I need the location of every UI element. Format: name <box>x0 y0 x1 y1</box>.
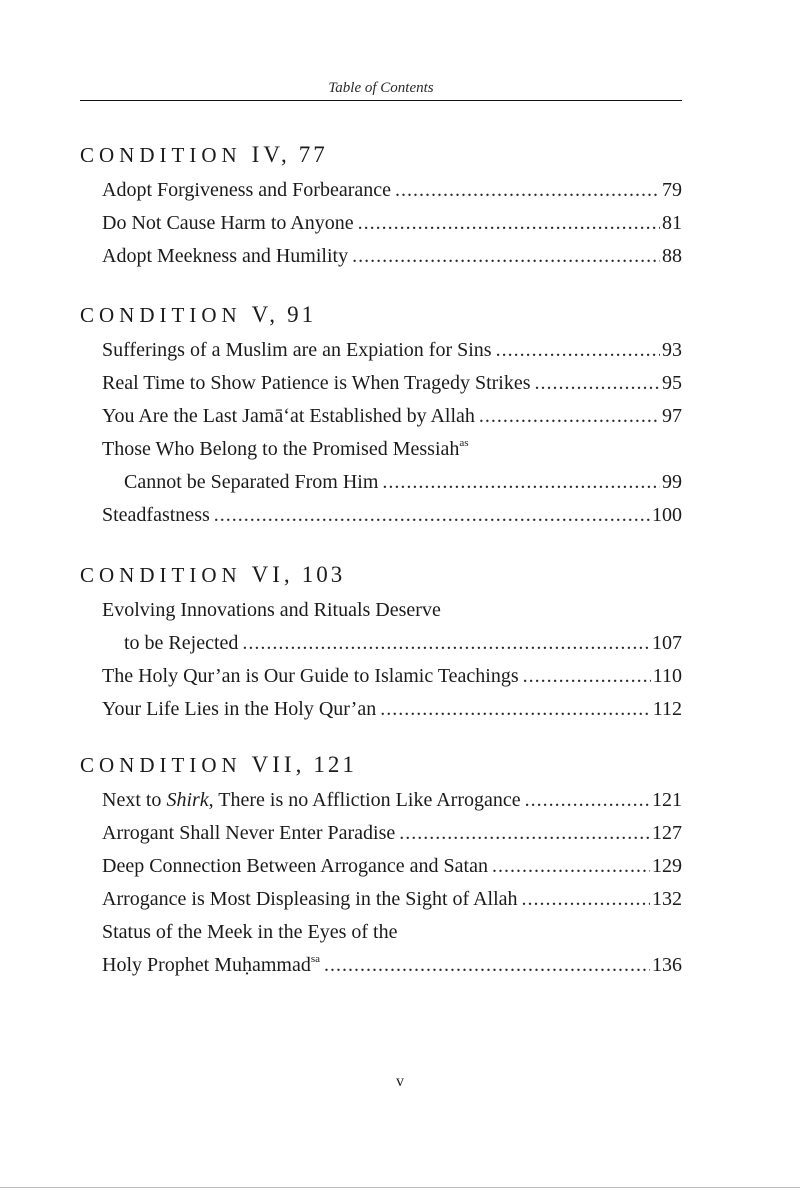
section-condition-iv <box>80 142 682 273</box>
honorific-superscript: sa <box>310 953 321 965</box>
entry-page: 129 <box>652 855 682 877</box>
entry-title-text: Holy Prophet Muḥammad <box>102 954 311 976</box>
entry-title: Cannot be Separated From Him <box>124 471 379 493</box>
entry-page: 97 <box>662 405 682 427</box>
condition-word: CONDITION <box>80 303 242 327</box>
entry-page: 110 <box>652 665 682 687</box>
toc-entry[interactable] <box>80 660 682 693</box>
condition-word: CONDITION <box>80 563 242 587</box>
entry-title-italic: Shirk <box>166 789 209 811</box>
leader-dots <box>352 240 660 273</box>
leader-dots <box>324 949 650 982</box>
entry-title: Adopt Meekness and Humility <box>102 245 349 267</box>
entry-title-post: , There is no Affliction Like Arrogance <box>208 789 521 811</box>
header-rule <box>80 100 682 101</box>
entry-page: 136 <box>652 954 682 976</box>
leader-dots <box>382 466 660 499</box>
leader-dots <box>523 660 651 693</box>
toc-entry[interactable] <box>80 693 682 726</box>
toc-entry[interactable] <box>80 334 682 367</box>
entry-page: 112 <box>652 698 682 720</box>
entry-title: You Are the Last Jamā‘at Established by Allah <box>102 405 475 427</box>
entry-title: Sufferings of a Muslim are an Expiation for Sins <box>102 339 492 361</box>
entry-title: Real Time to Show Patience is When Tragedy Strikes <box>102 372 531 394</box>
running-head: Table of Contents <box>328 80 434 96</box>
toc-entry[interactable] <box>80 367 682 400</box>
honorific-superscript: as <box>459 437 469 449</box>
section-condition-vi <box>80 562 682 726</box>
leader-dots <box>242 627 650 660</box>
toc-entry-continuation[interactable] <box>80 466 682 499</box>
entry-title-text: Those Who Belong to the Promised Messiah <box>102 438 460 460</box>
entry-title: Steadfastness <box>102 504 210 526</box>
entry-title: to be Rejected <box>124 632 239 654</box>
condition-page: 91 <box>287 302 317 327</box>
entry-title: Status of the Meek in the Eyes of the <box>102 921 398 943</box>
leader-dots <box>380 693 651 726</box>
condition-numeral: V, <box>251 302 280 327</box>
condition-word: CONDITION <box>80 753 242 777</box>
entry-title: Evolving Innovations and Rituals Deserve <box>102 599 441 621</box>
entry-title <box>102 949 320 982</box>
entry-title: Deep Connection Between Arrogance and Satan <box>102 855 488 877</box>
leader-dots <box>358 207 660 240</box>
entry-page: 88 <box>662 245 682 267</box>
toc-entry-continuation[interactable] <box>80 627 682 660</box>
entry-title: Do Not Cause Harm to Anyone <box>102 212 354 234</box>
toc-entry[interactable] <box>80 499 682 532</box>
toc-entry[interactable] <box>80 817 682 850</box>
toc-entry[interactable] <box>80 850 682 883</box>
leader-dots <box>492 850 650 883</box>
entry-title: Your Life Lies in the Holy Qur’an <box>102 698 377 720</box>
entry-title: Arrogance is Most Displeasing in the Sight of Allah <box>102 888 518 910</box>
condition-page: 121 <box>313 752 357 777</box>
leader-dots <box>535 367 660 400</box>
condition-page: 103 <box>301 562 346 587</box>
toc-entry-continuation[interactable] <box>80 949 682 982</box>
section-heading <box>80 752 682 778</box>
leader-dots <box>479 400 660 433</box>
entry-page: 121 <box>652 789 682 811</box>
leader-dots <box>522 883 650 916</box>
entry-page: 100 <box>652 504 682 526</box>
entry-page: 81 <box>662 212 682 234</box>
entry-page: 127 <box>652 822 682 844</box>
toc-entry[interactable] <box>80 240 682 273</box>
section-heading <box>80 142 682 168</box>
leader-dots <box>525 784 650 817</box>
section-condition-vii <box>80 752 682 982</box>
toc-entry[interactable] <box>80 400 682 433</box>
toc-entry[interactable] <box>80 174 682 207</box>
toc-entry[interactable] <box>80 883 682 916</box>
leader-dots <box>496 334 660 367</box>
toc-entry[interactable] <box>80 207 682 240</box>
toc-entry[interactable] <box>80 784 682 817</box>
condition-page: 77 <box>298 142 328 167</box>
leader-dots <box>214 499 650 532</box>
entry-page: 95 <box>662 372 682 394</box>
condition-numeral: VII, <box>251 752 306 777</box>
leader-dots <box>399 817 650 850</box>
toc-entry[interactable] <box>80 433 682 466</box>
entry-title <box>102 784 521 817</box>
entry-page: 132 <box>652 888 682 910</box>
condition-word: CONDITION <box>80 143 242 167</box>
entry-page: 99 <box>662 471 682 493</box>
entry-title <box>102 433 469 466</box>
entry-page: 107 <box>652 632 682 654</box>
entry-title: Arrogant Shall Never Enter Paradise <box>102 822 396 844</box>
toc-entry[interactable] <box>80 594 682 627</box>
condition-numeral: VI, <box>251 562 294 587</box>
page-bottom-edge <box>0 1187 800 1188</box>
entry-title: The Holy Qur’an is Our Guide to Islamic Teachings <box>102 665 519 687</box>
entry-page: 93 <box>662 339 682 361</box>
section-condition-v <box>80 302 682 532</box>
entry-title: Adopt Forgiveness and Forbearance <box>102 179 392 201</box>
toc-entry[interactable] <box>80 916 682 949</box>
condition-numeral: IV, <box>251 142 291 167</box>
section-heading <box>80 562 682 588</box>
section-heading <box>80 302 682 328</box>
leader-dots <box>395 174 660 207</box>
entry-title-pre: Next to <box>102 789 167 811</box>
entry-page: 79 <box>662 179 682 201</box>
page-number: v <box>396 1073 404 1090</box>
